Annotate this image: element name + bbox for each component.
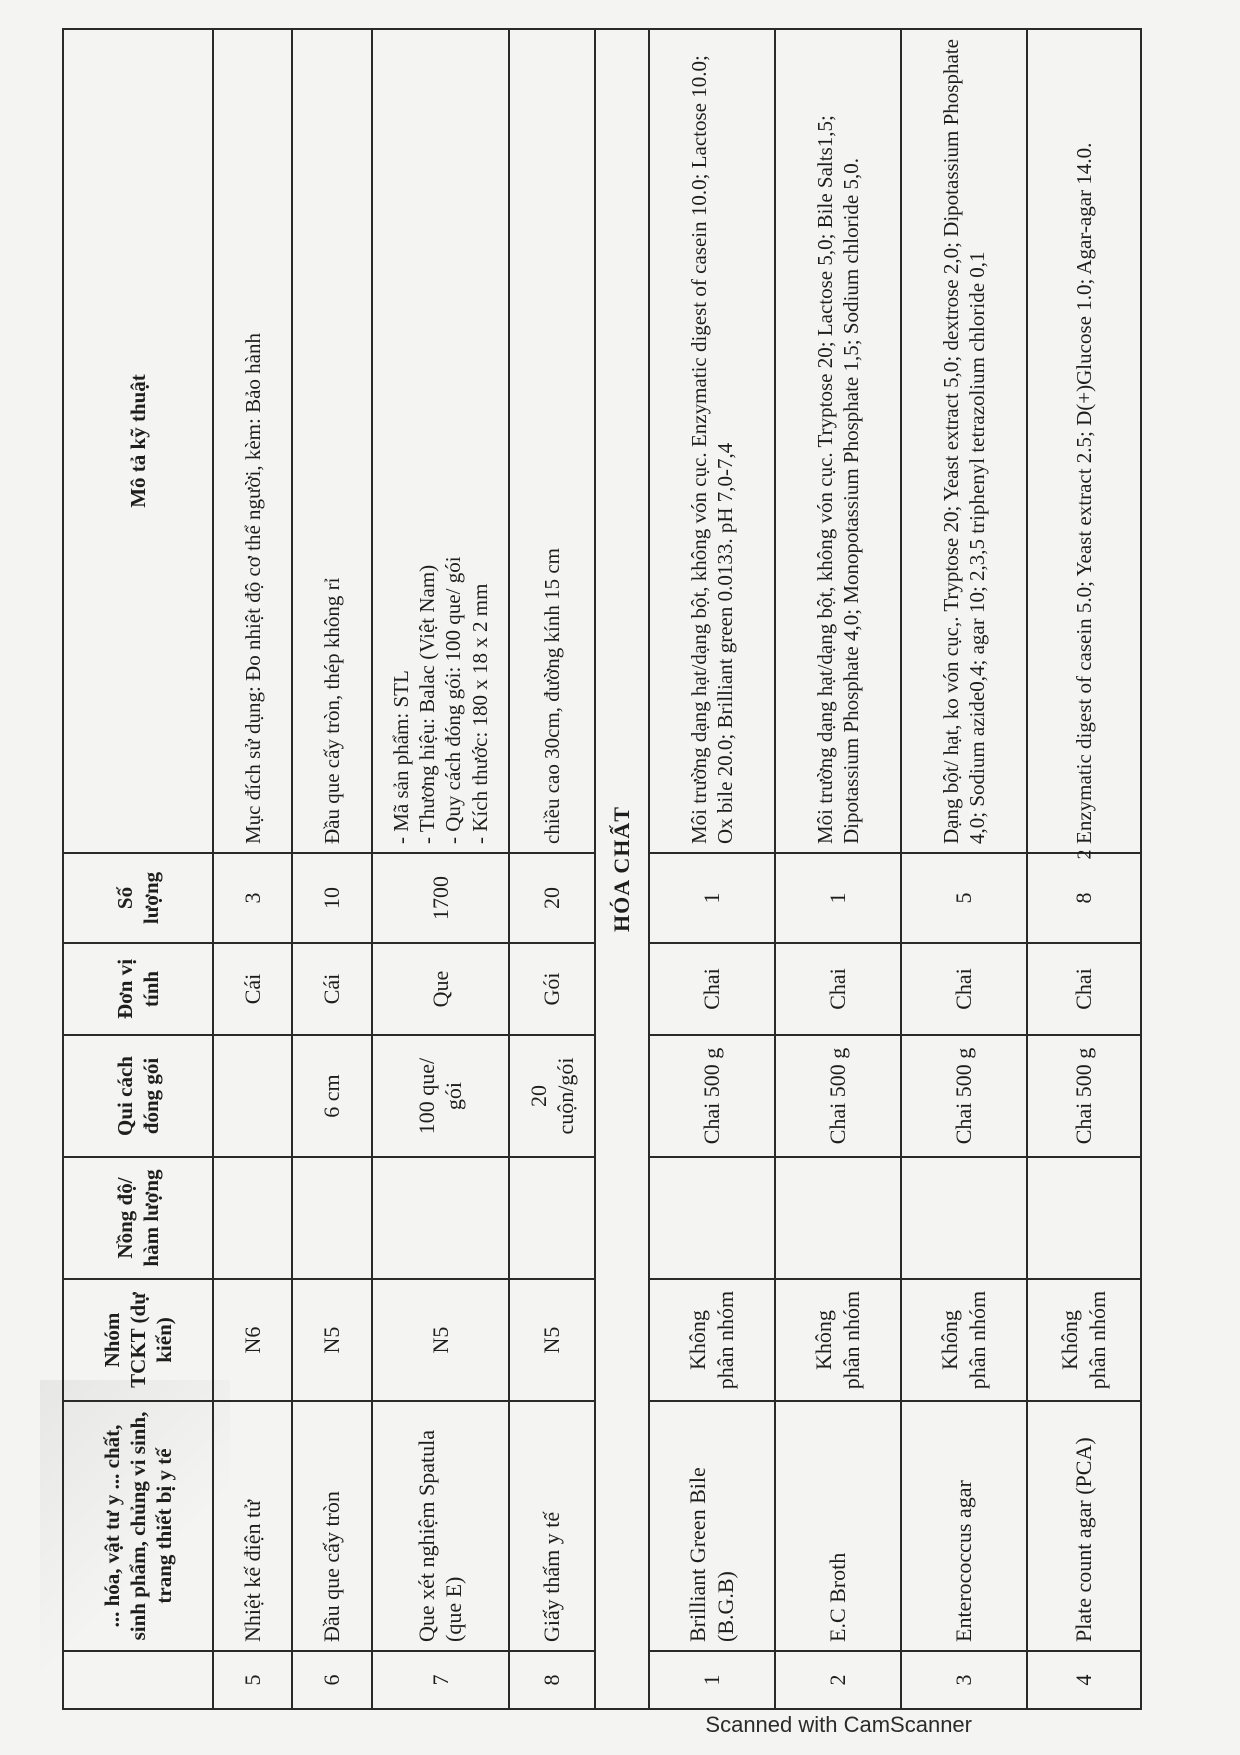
row-concentration — [649, 1157, 775, 1279]
row-unit: Chai — [901, 943, 1027, 1035]
row-group: Không phân nhóm — [649, 1279, 775, 1401]
header-spec: Mô tả kỹ thuật — [63, 29, 213, 853]
spec-line: Enzymatic digest of casein 5.0; Yeast extract 2.5; D(+)Glucose 1.0; Agar-agar 14.0. — [1071, 142, 1096, 844]
row-concentration — [372, 1157, 510, 1279]
row-stt: 7 — [372, 1651, 510, 1709]
spec-line: Đầu que cấy tròn, thép không rỉ — [319, 577, 344, 844]
row-packing: 100 que/ gói — [372, 1035, 510, 1157]
row-packing: Chai 500 g — [1027, 1035, 1141, 1157]
row-name: Enterococcus agar — [901, 1401, 1027, 1651]
row-stt: 5 — [213, 1651, 292, 1709]
row-unit: Cái — [292, 943, 371, 1035]
row-group: N5 — [372, 1279, 510, 1401]
table-row — [649, 29, 775, 1709]
row-name: Que xét nghiệm Spatula (que E) — [372, 1401, 510, 1651]
row-spec — [509, 29, 595, 853]
header-unit: Đơn vị tính — [63, 943, 213, 1035]
header-packing: Qui cách đóng gói — [63, 1035, 213, 1157]
row-concentration — [509, 1157, 595, 1279]
row-name: Giấy thấm y tế — [509, 1401, 595, 1651]
row-concentration — [292, 1157, 371, 1279]
row-quantity: 8 — [1027, 853, 1141, 943]
spec-line: - Thương hiệu: Balac (Việt Nam) — [415, 564, 440, 844]
row-packing: Chai 500 g — [775, 1035, 901, 1157]
row-unit: Chai — [1027, 943, 1141, 1035]
row-stt: 3 — [901, 1651, 1027, 1709]
row-stt: 2 — [775, 1651, 901, 1709]
table-row — [292, 29, 371, 1709]
row-quantity: 1700 — [372, 853, 510, 943]
row-concentration — [213, 1157, 292, 1279]
section-row — [595, 29, 649, 1709]
row-group: Không phân nhóm — [901, 1279, 1027, 1401]
row-concentration — [901, 1157, 1027, 1279]
row-name: Nhiệt kế điện tử — [213, 1401, 292, 1651]
row-group: N5 — [509, 1279, 595, 1401]
spec-line: Dạng bột/ hạt, ko vón cục,. Tryptose 20; Yeast extract 5,0; dextrose 2,0; Dipotassium Phosphate 4,0; Sodium azide0,4; agar 10; 2,3,5 triphenyl tetrazolium chloride 0,1 — [938, 39, 989, 844]
row-packing: 20 cuộn/gói — [509, 1035, 595, 1157]
row-quantity: 5 — [901, 853, 1027, 943]
row-name: E.C Broth — [775, 1401, 901, 1651]
row-quantity: 1 — [649, 853, 775, 943]
row-spec — [372, 29, 510, 853]
spec-line: - Kích thước: 180 x 18 x 2 mm — [467, 583, 492, 844]
row-name: Brilliant Green Bile (B.G.B) — [649, 1401, 775, 1651]
row-name: Plate count agar (PCA) — [1027, 1401, 1141, 1651]
row-packing: Chai 500 g — [901, 1035, 1027, 1157]
row-spec — [775, 29, 901, 853]
rotated-table-container — [62, 30, 1142, 1710]
row-quantity: 1 — [775, 853, 901, 943]
row-packing: 6 cm — [292, 1035, 371, 1157]
row-spec — [649, 29, 775, 853]
table-row — [372, 29, 510, 1709]
row-concentration — [1027, 1157, 1141, 1279]
row-group: N6 — [213, 1279, 292, 1401]
camscanner-watermark: Scanned with CamScanner — [705, 1712, 972, 1737]
row-spec — [292, 29, 371, 853]
row-stt: 4 — [1027, 1651, 1141, 1709]
page-number: 2 — [1073, 849, 1096, 860]
spec-line: Môi trường dạng hạt/dạng bột, không vón cục. Tryptose 20; Lactose 5,0; Bile Salts1,5; Dipotassium Phosphate 4,0; Monopotassium Phosphate 1,5; Sodium chloride 5,0. — [812, 115, 863, 844]
row-spec — [1027, 29, 1141, 853]
row-packing: Chai 500 g — [649, 1035, 775, 1157]
row-name: Đầu que cấy tròn — [292, 1401, 371, 1651]
row-stt: 8 — [509, 1651, 595, 1709]
table-row — [1027, 29, 1141, 1709]
row-packing — [213, 1035, 292, 1157]
row-unit: Que — [372, 943, 510, 1035]
spec-line: - Mã sản phẩm: STL — [388, 670, 413, 844]
row-stt: 6 — [292, 1651, 371, 1709]
spec-line: chiều cao 30cm, đường kính 15 cm — [540, 548, 565, 844]
row-unit: Gói — [509, 943, 595, 1035]
header-stt — [63, 1651, 213, 1709]
row-group: Không phân nhóm — [775, 1279, 901, 1401]
row-quantity: 10 — [292, 853, 371, 943]
spec-line: Môi trường dạng hạt/dạng bột, không vón cục. Enzymatic digest of casein 10.0; Lactose 10.0; Ox bile 20.0; Brilliant green 0.0133. pH 7,0-7,4 — [686, 55, 737, 844]
section-title: HÓA CHẤT — [595, 29, 649, 1709]
row-unit: Chai — [649, 943, 775, 1035]
equipment-table — [62, 28, 1142, 1710]
row-spec — [213, 29, 292, 853]
header-group: Nhóm TCKT (dự kiến) — [63, 1279, 213, 1401]
table-row — [901, 29, 1027, 1709]
row-quantity: 20 — [509, 853, 595, 943]
row-spec — [901, 29, 1027, 853]
row-group: N5 — [292, 1279, 371, 1401]
row-stt: 1 — [649, 1651, 775, 1709]
header-quantity: Số lượng — [63, 853, 213, 943]
table-row — [775, 29, 901, 1709]
row-group: Không phân nhóm — [1027, 1279, 1141, 1401]
spec-line: - Quy cách đóng gói: 100 que/ gói — [441, 556, 466, 844]
spec-line: Mục đích sử dụng: Đo nhiệt độ cơ thể người, kèm: Bảo hành — [240, 333, 265, 844]
header-name: ... hóa, vật tư y ... chất, sinh phẩm, chủng vi sinh, trang thiết bị y tế — [63, 1401, 213, 1651]
header-concentration: Nồng độ/ hàm lượng — [63, 1157, 213, 1279]
row-unit: Cái — [213, 943, 292, 1035]
table-header-row — [63, 29, 213, 1709]
row-unit: Chai — [775, 943, 901, 1035]
table-row — [213, 29, 292, 1709]
row-concentration — [775, 1157, 901, 1279]
row-quantity: 3 — [213, 853, 292, 943]
table-row — [509, 29, 595, 1709]
